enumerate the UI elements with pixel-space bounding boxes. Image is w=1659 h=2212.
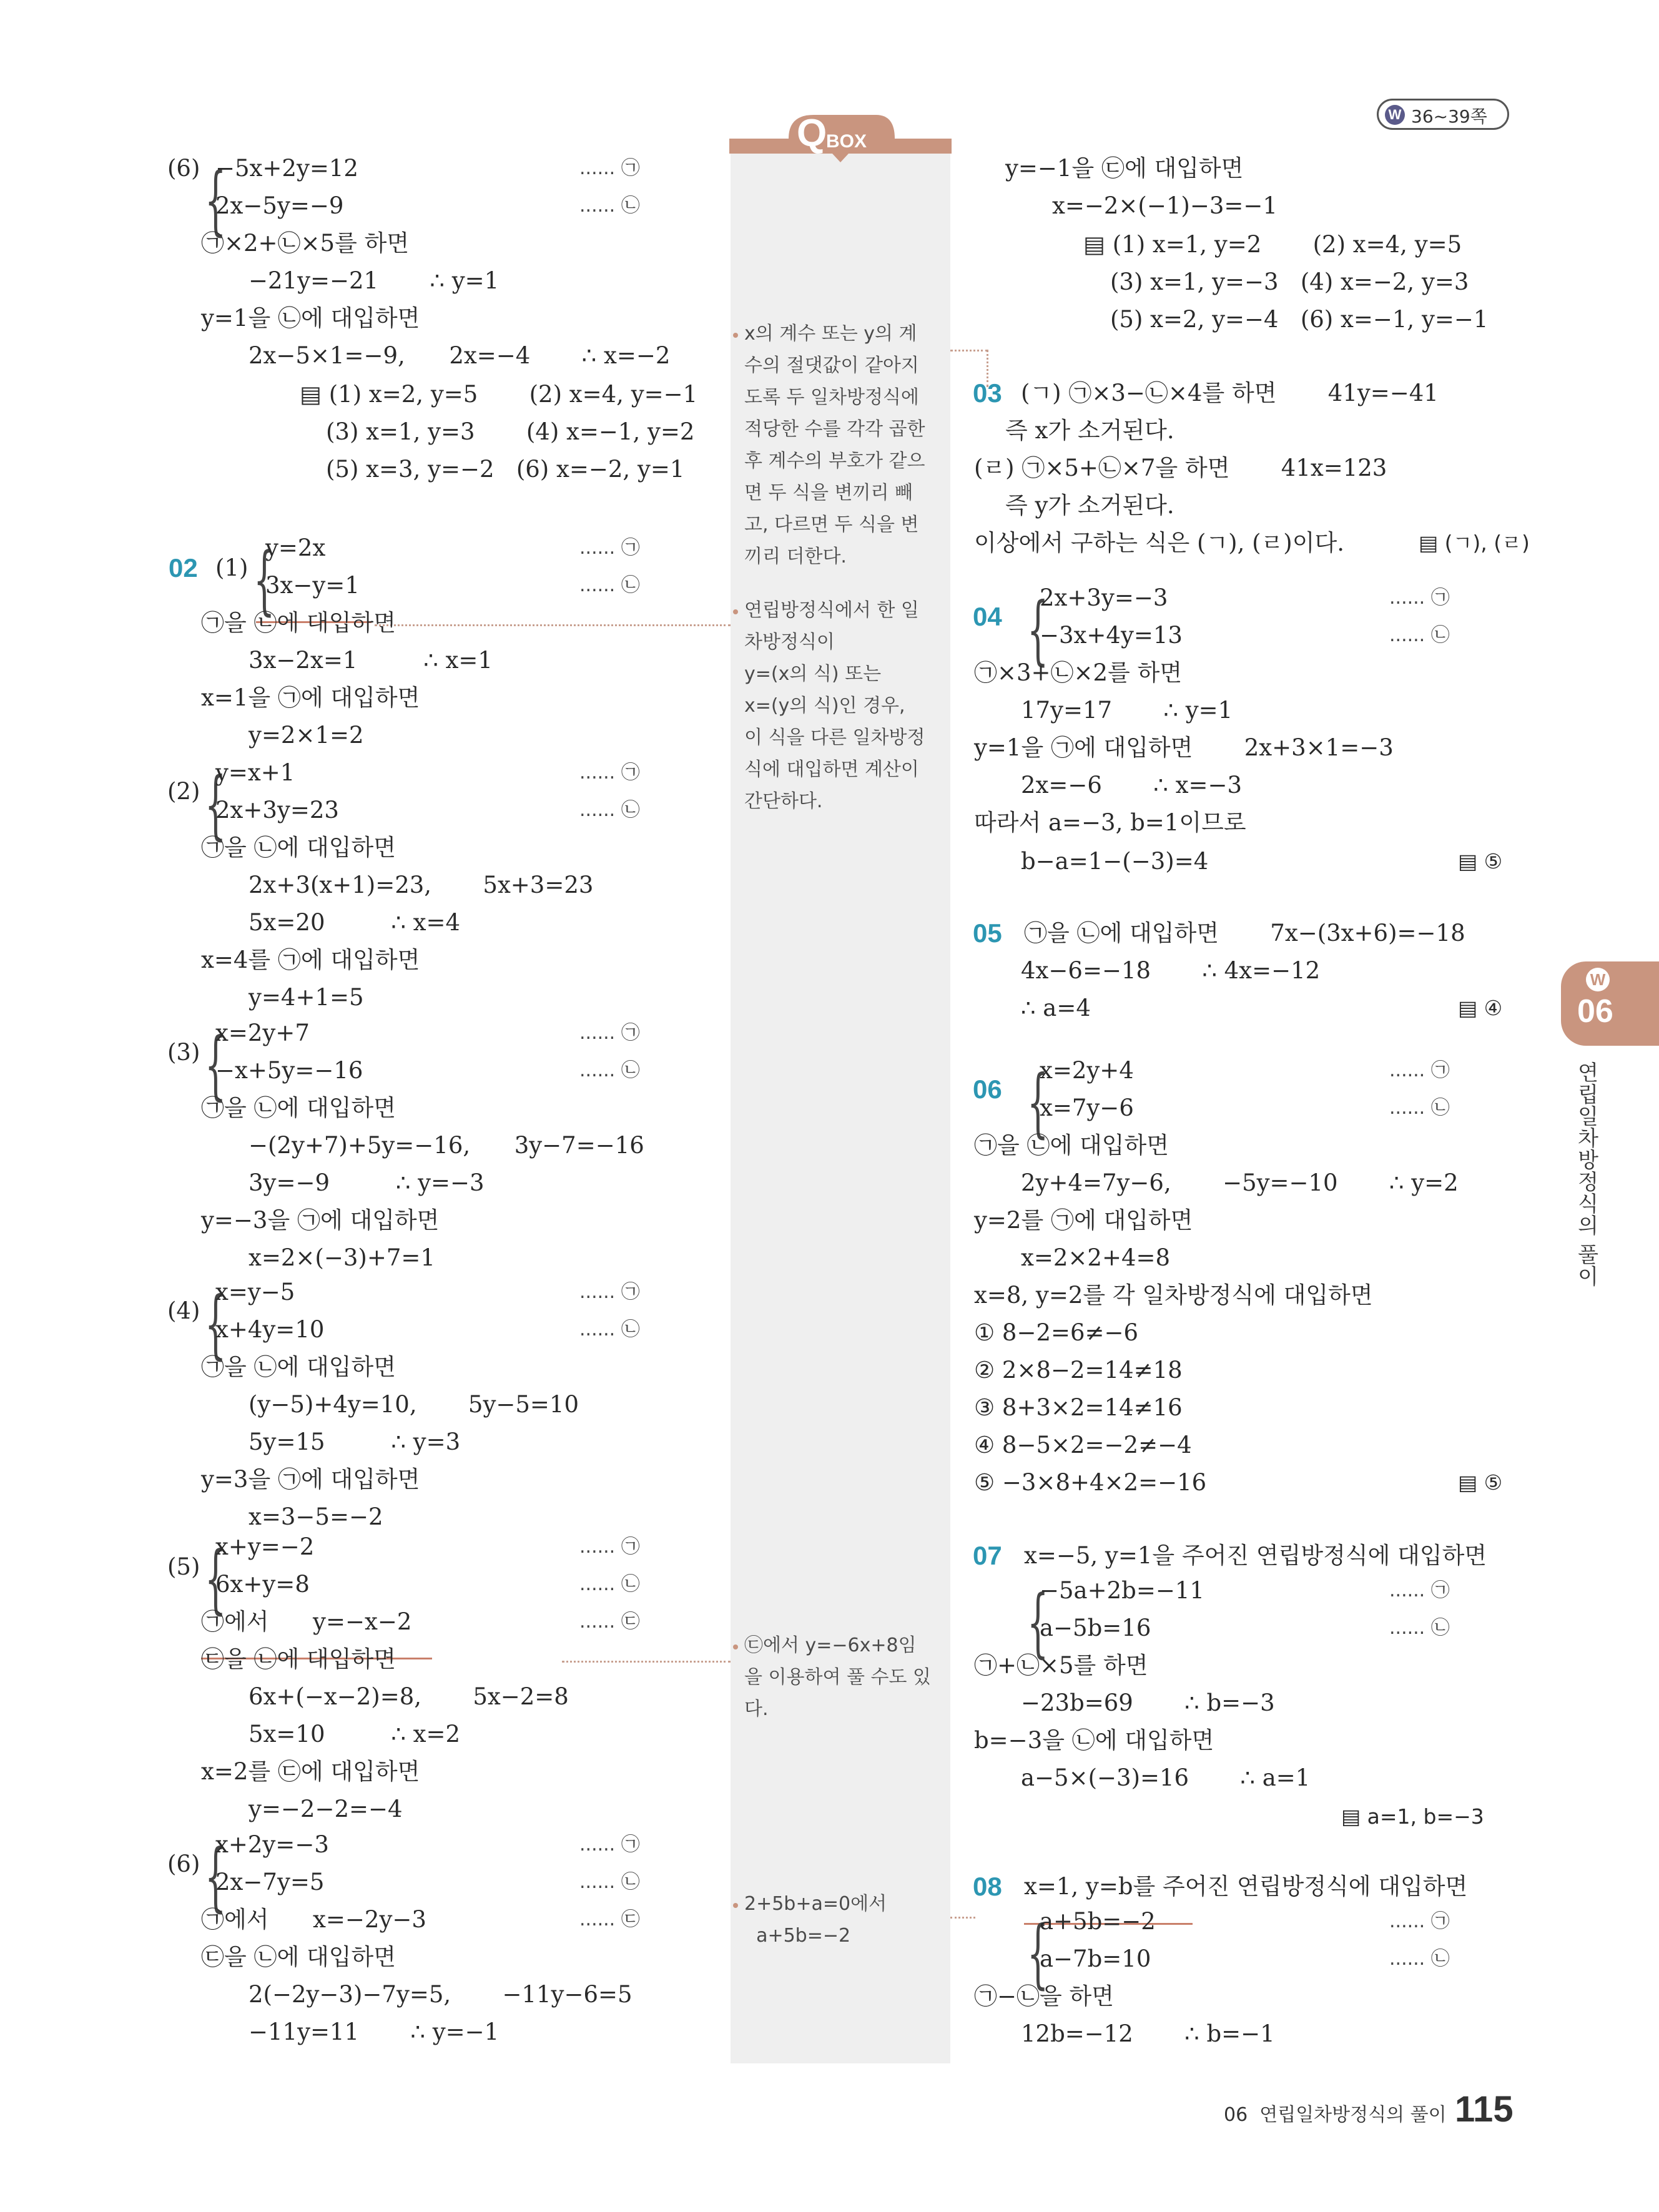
equation-tag: ...... ㉡ xyxy=(1389,624,1450,646)
solution-line: x=3−5=−2 xyxy=(249,1503,383,1530)
note-bullet-icon xyxy=(733,1644,738,1649)
solution-line: x=2×(−3)+7=1 xyxy=(249,1244,435,1271)
system-brace: { xyxy=(205,1536,227,1623)
solution-line: 2x+3y=23 xyxy=(215,797,339,823)
solution-line: 5x=20 ∴ x=4 xyxy=(249,909,461,936)
solution-line: (3) x=1, y=−3 (4) x=−2, y=3 xyxy=(1110,268,1469,295)
solution-line: x=4를 ㉠에 대입하면 xyxy=(201,946,420,973)
equation-tag: ...... ㉡ xyxy=(579,1319,640,1340)
solution-line: y=4+1=5 xyxy=(249,984,364,1011)
qbox-header xyxy=(729,106,952,162)
solution-line: 2(−2y−3)−7y=5, −11y−6=5 xyxy=(249,1981,633,2008)
w-icon: W xyxy=(1385,105,1405,125)
solution-line: ④ 8−5×2=−2≠−4 xyxy=(974,1432,1192,1458)
solution-line: (5) x=2, y=−4 (6) x=−1, y=−1 xyxy=(1110,306,1489,333)
solution-line: a+5b=−2 xyxy=(1040,1908,1156,1935)
side-tab-title: 연립일차방정식의 풀이 xyxy=(1573,1061,1598,1287)
solution-line: (2) xyxy=(167,778,200,805)
solution-line: 2x−5×1=−9, 2x=−4 ∴ x=−2 xyxy=(249,342,671,369)
answer-text: ▤ ⑤ xyxy=(1458,849,1503,873)
solution-line: 즉 x가 소거된다. xyxy=(1005,417,1174,444)
solution-line: x=7y−6 xyxy=(1040,1094,1134,1121)
solution-line: 3x−2x=1 ∴ x=1 xyxy=(249,647,493,674)
solution-line: y=2x xyxy=(265,534,326,561)
problem-number: 08 xyxy=(973,1872,1002,1901)
solution-line: ㉢을 ㉡에 대입하면 xyxy=(201,1646,396,1673)
solution-line: (5) x=3, y=−2 (6) x=−2, y=1 xyxy=(326,456,685,483)
solution-line: ∴ a=4 xyxy=(1021,995,1091,1021)
problem-number: 02 xyxy=(169,553,198,582)
solution-line: y=2를 ㉠에 대입하면 xyxy=(974,1207,1193,1234)
solution-line: 이상에서 구하는 식은 (ㄱ), (ㄹ)이다. xyxy=(974,529,1344,556)
connector-line xyxy=(950,1917,975,1919)
solution-line: ㉠을 ㉡에 대입하면 xyxy=(201,1354,396,1380)
solution-line: x=8, y=2를 각 일차방정식에 대입하면 xyxy=(974,1282,1373,1309)
system-brace: { xyxy=(1027,1910,1049,1997)
solution-line: ㉠을 ㉡에 대입하면 xyxy=(201,609,396,636)
solution-line: ② 2×8−2=14≠18 xyxy=(974,1357,1183,1384)
answer-text: ▤ ④ xyxy=(1458,996,1503,1020)
solution-line: ㉠×3+㉡×2를 하면 xyxy=(974,659,1183,686)
equation-tag: ...... ㉡ xyxy=(579,1573,640,1595)
solution-line: 2x+3(x+1)=23, 5x+3=23 xyxy=(249,872,594,898)
solution-line: −5x+2y=12 xyxy=(215,155,358,182)
system-brace: { xyxy=(1027,1580,1049,1666)
solution-line: x=2y+4 xyxy=(1040,1057,1134,1084)
solution-line: ㉠에서 x=−2y−3 xyxy=(201,1906,426,1933)
solution-line: y=3을 ㉠에 대입하면 xyxy=(201,1466,420,1493)
solution-line: 17y=17 ∴ y=1 xyxy=(1021,697,1233,724)
solution-line: (4) xyxy=(167,1297,200,1324)
system-brace: { xyxy=(205,762,227,848)
solution-line: x=2를 ㉢에 대입하면 xyxy=(201,1758,420,1785)
solution-line: x=2y+7 xyxy=(215,1020,310,1046)
solution-line: (3) x=1, y=3 (4) x=−1, y=2 xyxy=(326,418,695,445)
qbox-title: Q xyxy=(797,112,827,155)
equation-tag: ...... ㉠ xyxy=(579,762,640,784)
solution-line: (5) xyxy=(167,1553,200,1580)
system-brace: { xyxy=(205,1281,227,1368)
solution-line: ㉠을 ㉡에 대입하면 xyxy=(201,834,396,861)
solution-line: 5y=15 ∴ y=3 xyxy=(249,1428,461,1455)
equation-tag: ...... ㉠ xyxy=(579,1022,640,1044)
equation-tag: ...... ㉡ xyxy=(579,799,640,821)
equation-tag: ...... ㉡ xyxy=(1389,1097,1450,1119)
equation-tag: ...... ㉠ xyxy=(1389,1059,1450,1081)
solution-line: ③ 8+3×2=14≠16 xyxy=(974,1394,1183,1421)
solution-line: (6) xyxy=(167,155,200,182)
equation-tag: ...... ㉠ xyxy=(579,537,640,559)
solution-line: 2x−5y=−9 xyxy=(215,192,344,219)
system-brace: { xyxy=(1027,1059,1049,1146)
qbox-note: 연립방정식에서 한 일 차방정식이 y=(x의 식) 또는 x=(y의 식)인 경우, 이 식을 다른 일차방정 식에 대입하면 계산이 간단하다. xyxy=(744,599,925,812)
solution-line: −x+5y=−16 xyxy=(215,1057,363,1084)
solution-line: x=−5, y=1을 주어진 연립방정식에 대입하면 xyxy=(1024,1542,1487,1569)
solution-line: 따라서 a=−3, b=1이므로 xyxy=(974,809,1246,836)
solution-line: −(2y+7)+5y=−16, 3y−7=−16 xyxy=(249,1132,644,1159)
solution-line: ㉠을 ㉡에 대입하면 xyxy=(201,1094,396,1121)
equation-tag: ...... ㉠ xyxy=(579,1281,640,1303)
equation-tag: ...... ㉡ xyxy=(1389,1948,1450,1970)
solution-line: −5a+2b=−11 xyxy=(1040,1577,1204,1604)
solution-line: 즉 y가 소거된다. xyxy=(1005,492,1174,519)
solution-line: x+2y=−3 xyxy=(215,1831,329,1858)
solution-line: (ㄱ) ㉠×3−㉡×4를 하면 41y=−41 xyxy=(1021,380,1439,406)
solution-line: a−7b=10 xyxy=(1040,1945,1151,1972)
solution-line: y=2×1=2 xyxy=(249,722,364,749)
side-tab-number: 06 xyxy=(1577,993,1613,1030)
answer-text: ▤ a=1, b=−3 xyxy=(1341,1804,1484,1829)
solution-line: y=−2−2=−4 xyxy=(249,1796,403,1822)
solution-line: y=1을 ㉠에 대입하면 2x+3×1=−3 xyxy=(974,734,1394,761)
solution-line: −11y=11 ∴ y=−1 xyxy=(249,2018,500,2045)
chapter-side-tab xyxy=(1561,961,1659,1046)
connector-line xyxy=(950,350,988,351)
solution-line: y=1을 ㉡에 대입하면 xyxy=(201,305,420,332)
problem-number: 06 xyxy=(973,1074,1002,1104)
system-brace: { xyxy=(1027,587,1049,674)
problem-number: 04 xyxy=(973,602,1002,631)
solution-line: 2x=−6 ∴ x=−3 xyxy=(1021,772,1242,799)
solution-line: 6x+y=8 xyxy=(215,1571,310,1598)
connector-line xyxy=(375,624,731,626)
solution-line: (1) xyxy=(215,554,249,581)
note-bullet-icon xyxy=(733,333,738,338)
w-icon: W xyxy=(1586,968,1610,991)
solution-line: ① 8−2=6≠−6 xyxy=(974,1319,1139,1346)
qbox-note: ㉢에서 y=−6x+8임 을 이용하여 풀 수도 있 다. xyxy=(744,1634,931,1720)
equation-tag: ...... ㉠ xyxy=(1389,1580,1450,1601)
equation-tag: ...... ㉡ xyxy=(579,1871,640,1893)
answer-text: ▤ ⑤ xyxy=(1458,1470,1503,1495)
equation-tag: ...... ㉢ xyxy=(579,1611,640,1633)
solution-line: x=−2×(−1)−3=−1 xyxy=(1052,192,1277,219)
solution-line: −21y=−21 ∴ y=1 xyxy=(249,267,500,294)
solution-line: 2x+3y=−3 xyxy=(1040,584,1168,611)
page-range-badge xyxy=(1377,99,1509,130)
solution-line: (ㄹ) ㉠×5+㉡×7을 하면 41x=123 xyxy=(974,455,1387,481)
problem-number: 05 xyxy=(973,918,1002,948)
equation-tag: ...... ㉢ xyxy=(579,1909,640,1930)
solution-line: ㉠을 ㉡에 대입하면 xyxy=(974,1132,1169,1159)
system-brace: { xyxy=(205,1834,227,1920)
page-range-text: 36~39쪽 xyxy=(1411,106,1487,127)
solution-line: x=1, y=b를 주어진 연립방정식에 대입하면 xyxy=(1024,1873,1468,1900)
equation-tag: ...... ㉠ xyxy=(1389,587,1450,609)
solution-line: ㉠을 ㉡에 대입하면 7x−(3x+6)=−18 xyxy=(1024,920,1465,946)
solution-line: ▤ (1) x=2, y=5 (2) x=4, y=−1 xyxy=(300,381,698,408)
solution-line: ㉠−㉡을 하면 xyxy=(974,1983,1114,2010)
solution-line: x=1을 ㉠에 대입하면 xyxy=(201,684,420,711)
equation-tag: ...... ㉡ xyxy=(579,195,640,217)
system-brace: { xyxy=(254,537,275,624)
note-bullet-icon xyxy=(733,609,738,614)
footer-chapter: 06 연립일차방정식의 풀이 xyxy=(1224,2104,1447,2126)
equation-tag: ...... ㉠ xyxy=(1389,1910,1450,1932)
solution-line: a−5×(−3)=16 ∴ a=1 xyxy=(1021,1764,1311,1791)
solution-line: ㉠×2+㉡×5를 하면 xyxy=(201,230,410,257)
solution-line: ㉠+㉡×5를 하면 xyxy=(974,1652,1148,1679)
equation-tag: ...... ㉠ xyxy=(579,1834,640,1856)
solution-line: y=−3을 ㉠에 대입하면 xyxy=(201,1207,440,1234)
solution-line: (y−5)+4y=10, 5y−5=10 xyxy=(249,1391,579,1418)
solution-line: ㉢을 ㉡에 대입하면 xyxy=(201,1944,396,1970)
equation-tag: ...... ㉡ xyxy=(579,1059,640,1081)
equation-tag: ...... ㉠ xyxy=(579,157,640,179)
solution-line: ⑤ −3×8+4×2=−16 xyxy=(974,1469,1207,1496)
qbox-subtitle: BOX xyxy=(826,131,867,152)
solution-line: y=x+1 xyxy=(215,759,295,786)
solution-line: −23b=69 ∴ b=−3 xyxy=(1021,1689,1275,1716)
solution-line: (3) xyxy=(167,1039,200,1066)
solution-line: x+y=−2 xyxy=(215,1533,315,1560)
system-brace: { xyxy=(205,1022,227,1109)
solution-line: 6x+(−x−2)=8, 5x−2=8 xyxy=(249,1683,569,1710)
connector-line xyxy=(562,1661,731,1663)
solution-line: 3x−y=1 xyxy=(265,572,360,599)
solution-line: b−a=1−(−3)=4 xyxy=(1021,848,1209,875)
solution-line: −3x+4y=13 xyxy=(1040,622,1183,649)
qbox-note: 2+5b+a=0에서 a+5b=−2 xyxy=(744,1893,887,1947)
qbox-note: x의 계수 또는 y의 계 수의 절댓값이 같아지 도록 두 일차방정식에 적당한 수를 각각 곱한 후 계수의 부호가 같으 면 두 식을 변끼리 빼 고, 다르면 두 식을 변 끼리 더한다. xyxy=(744,323,925,568)
solution-line: x=y−5 xyxy=(215,1279,295,1305)
solution-line: ▤ (1) x=1, y=2 (2) x=4, y=5 xyxy=(1083,231,1462,258)
equation-tag: ...... ㉡ xyxy=(1389,1617,1450,1639)
note-bullet-icon xyxy=(733,1903,738,1908)
solution-line: 12b=−12 ∴ b=−1 xyxy=(1021,2020,1275,2047)
problem-number: 07 xyxy=(973,1541,1002,1570)
page-number: 115 xyxy=(1455,2089,1514,2130)
solution-line: a−5b=16 xyxy=(1040,1615,1151,1641)
solution-line: y=−1을 ㉢에 대입하면 xyxy=(1005,155,1244,182)
system-brace: { xyxy=(205,157,227,244)
solution-line: x=2×2+4=8 xyxy=(1021,1244,1171,1271)
equation-tag: ...... ㉠ xyxy=(579,1536,640,1558)
answer-text: ▤ (ㄱ), (ㄹ) xyxy=(1419,531,1530,555)
solution-line: (6) xyxy=(167,1851,200,1877)
problem-number: 03 xyxy=(973,378,1002,408)
solution-line: 5x=10 ∴ x=2 xyxy=(249,1721,461,1747)
solution-line: 4x−6=−18 ∴ 4x=−12 xyxy=(1021,957,1321,984)
solution-line: ㉠에서 y=−x−2 xyxy=(201,1608,412,1635)
solution-line: 3y=−9 ∴ y=−3 xyxy=(249,1169,485,1196)
solution-line: b=−3을 ㉡에 대입하면 xyxy=(974,1727,1214,1754)
solution-line: x+4y=10 xyxy=(215,1316,325,1343)
solution-line: 2x−7y=5 xyxy=(215,1869,325,1895)
equation-tag: ...... ㉡ xyxy=(579,574,640,596)
solution-line: 2y+4=7y−6, −5y=−10 ∴ y=2 xyxy=(1021,1169,1459,1196)
